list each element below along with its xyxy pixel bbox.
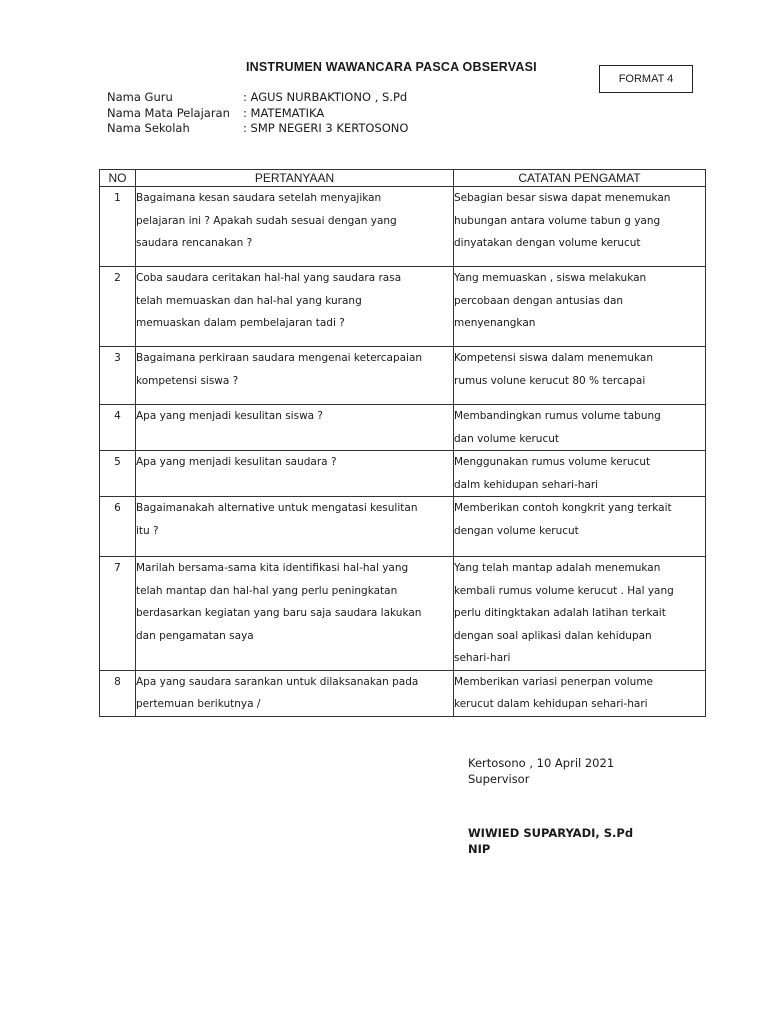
notes-text: Memberikan variasi penerpan volume kerucut dalam kehidupan sehari-hari bbox=[454, 675, 654, 710]
question-text: Apa yang saudara sarankan untuk dilaksanakan pada pertemuan berikutnya / bbox=[136, 675, 419, 710]
notes-text: Menggunakan rumus volume kerucut dalm kehidupan sehari-hari bbox=[454, 456, 651, 491]
info-row-teacher bbox=[107, 90, 408, 106]
question-cell bbox=[136, 267, 454, 347]
document-title: INSTRUMEN WAWANCARA PASCA OBSERVASI bbox=[246, 60, 537, 74]
notes-cell bbox=[454, 405, 706, 451]
table-row bbox=[100, 187, 706, 267]
question-cell bbox=[136, 405, 454, 451]
info-label: Nama Guru bbox=[107, 90, 173, 104]
table-row bbox=[100, 405, 706, 451]
notes-text: Yang telah mantap adalah menemukan kembali rumus volume kerucut . Hal yang perlu ditingktakan adalah latihan terkait dengan soal aplikasi dalan kehidupan sehari-hari bbox=[454, 562, 674, 664]
notes-text: Yang memuaskan , siswa melakukan percobaan dengan antusias dan menyenangkan bbox=[454, 272, 647, 329]
notes-cell bbox=[454, 187, 706, 267]
row-number: 3 bbox=[100, 347, 136, 405]
interview-table bbox=[99, 169, 706, 717]
signer-nip: NIP bbox=[468, 841, 491, 856]
format-label-box bbox=[599, 65, 693, 93]
notes-text: Membandingkan rumus volume tabung dan volume kerucut bbox=[454, 410, 661, 445]
notes-cell bbox=[454, 670, 706, 716]
table-header-row bbox=[100, 170, 706, 187]
question-text: Apa yang menjadi kesulitan siswa ? bbox=[136, 410, 324, 422]
teacher-info bbox=[107, 90, 408, 137]
place-date: Kertosono , 10 April 2021 bbox=[468, 756, 615, 770]
info-row-school bbox=[107, 121, 408, 137]
signer-name: WIWIED SUPARYADI, S.Pd bbox=[468, 826, 634, 840]
question-cell bbox=[136, 497, 454, 557]
info-value: : SMP NEGERI 3 KERTOSONO bbox=[243, 121, 409, 135]
question-cell bbox=[136, 670, 454, 716]
question-cell bbox=[136, 451, 454, 497]
row-number: 4 bbox=[100, 405, 136, 451]
info-label: Nama Sekolah bbox=[107, 121, 190, 135]
question-cell bbox=[136, 557, 454, 671]
question-text: Bagaimana perkiraan saudara mengenai ketercapaian kompetensi siswa ? bbox=[136, 352, 423, 387]
column-header-no: NO bbox=[100, 170, 136, 187]
signature-block bbox=[468, 756, 633, 857]
question-text: Marilah bersama-sama kita identifikasi hal-hal yang telah mantap dan hal-hal yang perlu peningkatan berdasarkan kegiatan yang baru saja saudara lakukan dan pengamatan saya bbox=[136, 562, 422, 642]
table-row bbox=[100, 451, 706, 497]
notes-cell bbox=[454, 451, 706, 497]
question-cell bbox=[136, 347, 454, 405]
notes-cell bbox=[454, 267, 706, 347]
notes-text: Kompetensi siswa dalam menemukan rumus volune kerucut 80 % tercapai bbox=[454, 352, 654, 387]
notes-text: Sebagian besar siswa dapat menemukan hubungan antara volume tabun g yang dinyatakan dengan volume kerucut bbox=[454, 192, 671, 249]
notes-text: Memberikan contoh kongkrit yang terkait dengan volume kerucut bbox=[454, 502, 672, 537]
notes-cell bbox=[454, 497, 706, 557]
info-row-subject bbox=[107, 106, 408, 122]
notes-cell bbox=[454, 557, 706, 671]
info-value: : AGUS NURBAKTIONO , S.Pd bbox=[243, 90, 408, 104]
signer-role: Supervisor bbox=[468, 771, 530, 786]
info-label: Nama Mata Pelajaran bbox=[107, 105, 230, 120]
question-text: Apa yang menjadi kesulitan saudara ? bbox=[136, 456, 337, 468]
format-label: FORMAT 4 bbox=[618, 73, 674, 85]
column-header-question: PERTANYAAN bbox=[136, 170, 454, 187]
row-number: 8 bbox=[100, 670, 136, 716]
table-row bbox=[100, 670, 706, 716]
row-number: 1 bbox=[100, 187, 136, 267]
question-cell bbox=[136, 187, 454, 267]
table-row bbox=[100, 497, 706, 557]
row-number: 5 bbox=[100, 451, 136, 497]
row-number: 7 bbox=[100, 557, 136, 671]
table-row bbox=[100, 347, 706, 405]
question-text: Bagaimanakah alternative untuk mengatasi kesulitan itu ? bbox=[136, 502, 418, 537]
table-row bbox=[100, 557, 706, 671]
column-header-notes: CATATAN PENGAMAT bbox=[454, 170, 706, 187]
question-text: Bagaimana kesan saudara setelah menyajikan pelajaran ini ? Apakah sudah sesuai dengan yang saudara rencanakan ? bbox=[136, 192, 397, 249]
info-value: : MATEMATIKA bbox=[243, 105, 325, 120]
row-number: 6 bbox=[100, 497, 136, 557]
row-number: 2 bbox=[100, 267, 136, 347]
question-text: Coba saudara ceritakan hal-hal yang saudara rasa telah memuaskan dan hal-hal yang kurang memuaskan dalam pembelajaran tadi ? bbox=[136, 272, 402, 329]
notes-cell bbox=[454, 347, 706, 405]
table-row bbox=[100, 267, 706, 347]
